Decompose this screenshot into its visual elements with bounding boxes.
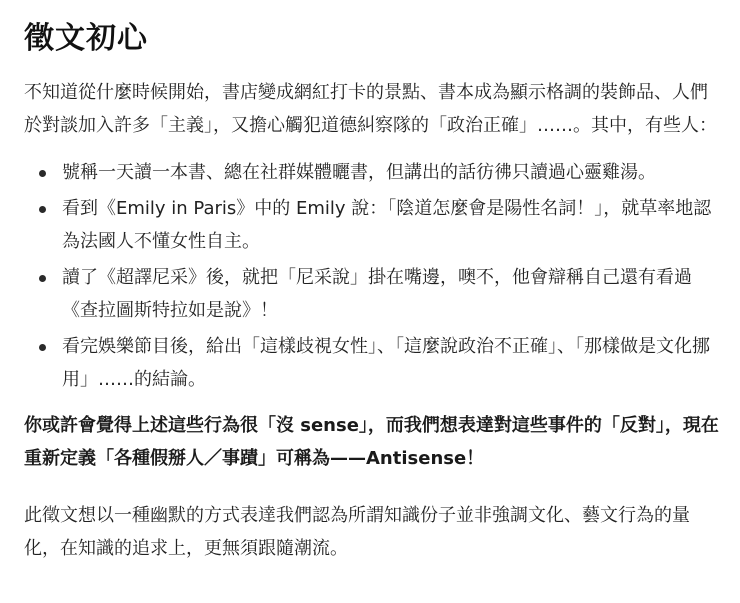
- closing-paragraph: 此徵文想以一種幽默的方式表達我們認為所謂知識份子並非強調文化、藝文行為的量化，在知識的追求上，更無須跟隨潮流。: [24, 505, 690, 559]
- example-list: [24, 156, 720, 396]
- bullet-dot-icon: [39, 344, 46, 351]
- list-item-text: 看完娛樂節目後，給出「這樣歧視女性」、「這麼說政治不正確」、「那樣做是文化挪用」……的結論。: [62, 336, 710, 390]
- bullet-dot-icon: [39, 206, 46, 213]
- list-item: [24, 192, 720, 258]
- list-item: [24, 156, 720, 189]
- list-item-text: 看到《Emily in Paris》中的 Emily 說：「陰道怎麼會是陽性名詞！」，就草率地認為法國人不懂女性自主。: [62, 198, 712, 252]
- page-title: 徵文初心: [24, 21, 148, 56]
- list-item-text: 號稱一天讀一本書、總在社群媒體曬書，但講出的話彷彿只讀過心靈雞湯。: [62, 162, 656, 183]
- list-item-text: 讀了《超譯尼采》後，就把「尼采說」掛在嘴邊，噢不，他會辯稱自己還有看過《查拉圖斯特拉如是說》！: [62, 267, 692, 321]
- list-item: [24, 261, 720, 327]
- emphasis-paragraph: 你或許會覺得上述這些行為很「沒 sense」，而我們想表達對這些事件的「反對」，現在重新定義「各種假掰人／事蹟」可稱為——Antisense！: [24, 415, 719, 469]
- bullet-dot-icon: [39, 170, 46, 177]
- bullet-dot-icon: [39, 275, 46, 282]
- intro-paragraph: 不知道從什麼時候開始，書店變成網紅打卡的景點、書本成為顯示格調的裝飾品、人們於對談加入許多「主義」，又擔心觸犯道德糾察隊的「政治正確」……。其中，有些人：: [24, 82, 717, 136]
- list-item: [24, 330, 720, 396]
